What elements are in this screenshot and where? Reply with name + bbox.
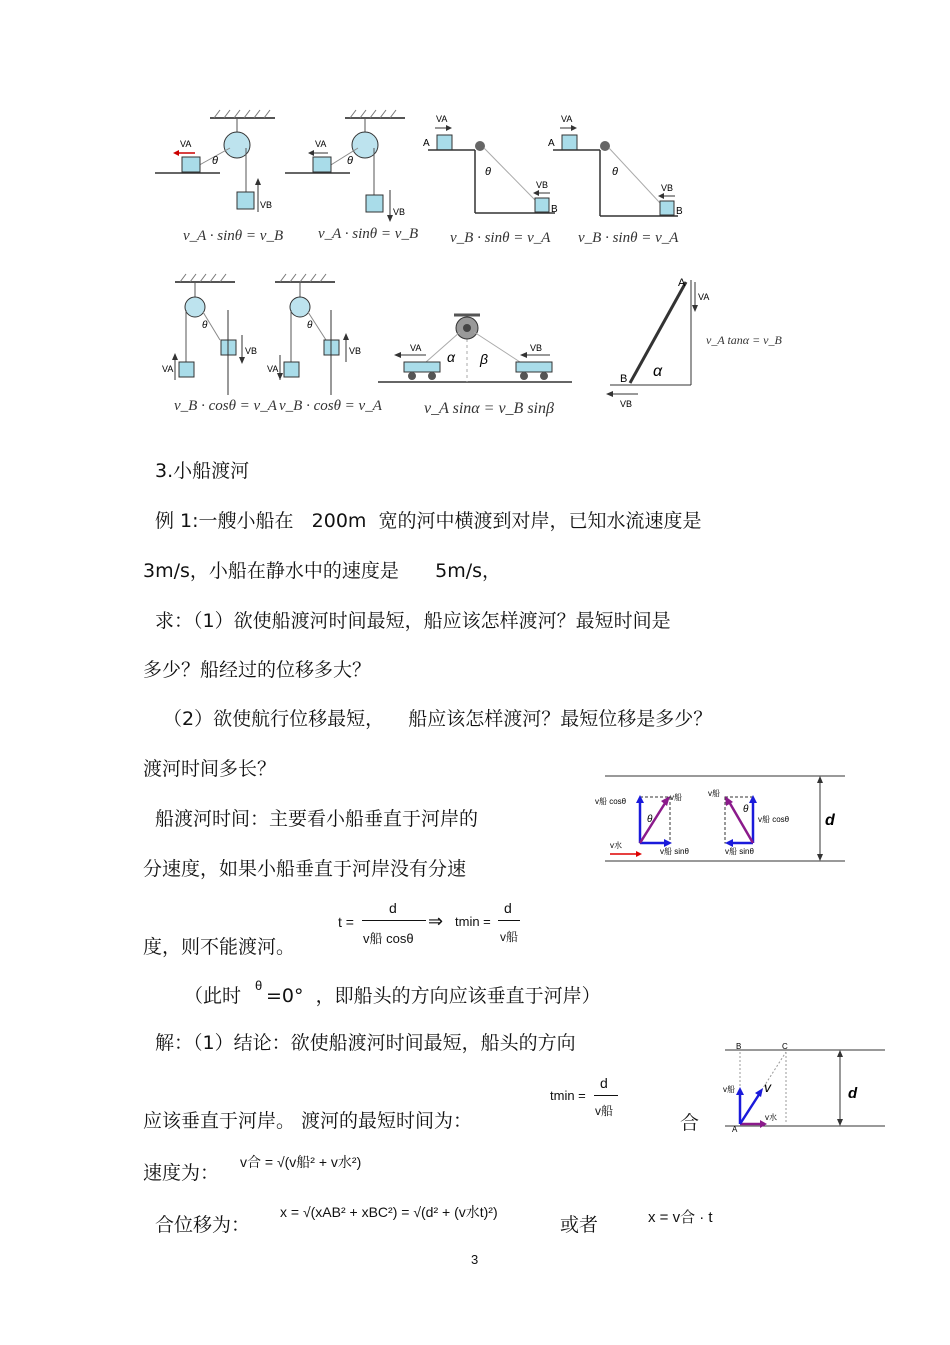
svg-text:B: B: [551, 204, 558, 215]
formula-t-den: v船 cosθ: [363, 931, 414, 946]
explain-2: 分速度，如果小船垂直于河岸没有分速: [143, 858, 467, 880]
abc-vwater: v水: [765, 1113, 777, 1122]
svg-text:θ: θ: [485, 166, 491, 178]
solution-2: 应该垂直于河岸。 渡河的最短时间为：: [143, 1110, 473, 1132]
river-vector-diagram: [595, 770, 850, 870]
svg-text:β: β: [480, 351, 488, 367]
formula-t-num: d: [389, 900, 397, 916]
svg-text:VA: VA: [180, 139, 192, 149]
svg-text:VA: VA: [267, 364, 279, 374]
cart-diagram-7: [378, 315, 572, 382]
incline-diagram-4: [548, 114, 683, 217]
pulley-diagram-2: [285, 110, 405, 222]
svg-text:B: B: [676, 206, 683, 217]
formula-x1: x = √(xAB² + xBC²) = √(d² + (v水t)²): [280, 1204, 498, 1220]
formula-tmin-solution-den: v船: [595, 1104, 614, 1118]
solution-1: 解：（1）结论：欲使船渡河时间最短，船头的方向: [155, 1032, 576, 1054]
formula-row2-2: v_B · cosθ = v_A: [279, 398, 382, 414]
river-label-sin-right: v船 sinθ: [725, 847, 754, 856]
page-number: 3: [471, 1252, 479, 1267]
solution-4: 合位移为：: [155, 1214, 251, 1236]
formula-tmin-solution: [550, 1075, 630, 1125]
abc-A: A: [732, 1125, 738, 1134]
svg-text:VA: VA: [436, 114, 448, 124]
formula-t-arrow: ⇒: [428, 911, 444, 931]
formula-row1-2: v_A · sinθ = v_B: [318, 226, 419, 242]
explain-1: 船渡河时间：主要看小船垂直于河岸的: [155, 808, 479, 830]
river-label-water: v水: [610, 841, 622, 850]
svg-text:VA: VA: [698, 292, 710, 302]
incline-diagram-3: [423, 114, 558, 215]
svg-text:VB: VB: [393, 207, 406, 217]
theta-symbol: θ: [255, 978, 263, 993]
svg-text:VB: VB: [349, 346, 362, 356]
river-label-cos-left: v船 cosθ: [595, 797, 627, 806]
abc-v: v: [764, 1079, 771, 1095]
svg-text:A: A: [423, 138, 430, 149]
svg-text:α: α: [653, 363, 663, 380]
svg-text:θ: θ: [202, 320, 208, 331]
svg-text:VB: VB: [260, 200, 273, 210]
formula-t-lhs: t =: [338, 914, 354, 930]
explain-4a: （此时: [184, 985, 248, 1007]
svg-text:VB: VB: [245, 346, 258, 356]
abc-B: B: [736, 1042, 742, 1051]
pulley-diagrams-row2: [150, 270, 790, 410]
formula-row1-3: v_B · sinθ = v_A: [450, 230, 551, 246]
svg-text:A: A: [548, 138, 555, 149]
svg-text:VB: VB: [620, 399, 633, 409]
formula-tmin-lhs: tmin =: [455, 914, 491, 929]
example-line-1: 例 1:一艘小船在 200m 宽的河中横渡到对岸，已知水流速度是: [155, 510, 702, 532]
svg-text:θ: θ: [743, 804, 749, 815]
svg-text:VB: VB: [530, 343, 543, 353]
svg-text:α: α: [447, 349, 455, 365]
river-label-cos-right: v船 cosθ: [758, 815, 790, 824]
formula-row2-3: v_A sinα = v_B sinβ: [424, 400, 554, 417]
abc-vboat: v船: [723, 1085, 735, 1094]
formula-row2-1: v_B · cosθ = v_A: [174, 398, 277, 414]
solution-he: 合: [680, 1112, 700, 1134]
solution-3: 速度为：: [143, 1162, 220, 1184]
svg-text:VB: VB: [661, 183, 674, 193]
river-label-vboat-left: v船: [670, 793, 682, 802]
formula-tmin-solution-lhs: tmin =: [550, 1088, 586, 1103]
river-label-sin-left: v船 sinθ: [660, 847, 689, 856]
question-2a: （2）欲使航行位移最短， 船应该怎样渡河？最短位移是多少？: [163, 708, 713, 730]
svg-text:A: A: [678, 277, 686, 289]
formula-t: [336, 898, 536, 948]
svg-text:θ: θ: [347, 155, 353, 167]
solution-or: 或者: [560, 1214, 599, 1236]
formula-row1-4: v_B · sinθ = v_A: [578, 230, 679, 246]
svg-text:VA: VA: [315, 139, 327, 149]
svg-text:θ: θ: [212, 155, 218, 167]
svg-text:θ: θ: [612, 166, 618, 178]
explain-4b: =0° ，即船头的方向应该垂直于河岸）: [266, 985, 601, 1007]
formula-tmin-solution-num: d: [600, 1075, 608, 1091]
svg-text:VA: VA: [162, 364, 174, 374]
svg-text:θ: θ: [307, 320, 313, 331]
abc-C: C: [782, 1042, 788, 1051]
pulley-diagram-1: [155, 110, 275, 212]
question-2b: 渡河时间多长？: [143, 758, 277, 780]
formula-tmin-num: d: [504, 900, 512, 916]
example-line-2: 3m/s，小船在静水中的速度是 5m/s，: [143, 560, 502, 582]
formula-row2-4: v_A tanα = v_B: [706, 333, 782, 347]
formula-x2: x = v合 · t: [648, 1209, 713, 1226]
explain-3: 度，则不能渡河。: [143, 936, 296, 958]
svg-text:VA: VA: [410, 343, 422, 353]
pulley-diagram-6: [267, 274, 361, 395]
svg-text:VA: VA: [561, 114, 573, 124]
question-1b: 多少？船经过的位移多大？: [143, 659, 372, 681]
river-d-label: d: [825, 812, 835, 829]
svg-text:VB: VB: [536, 180, 549, 190]
formula-vhe: v合 = √(v船² + v水²): [240, 1154, 362, 1170]
question-1a: 求：（1）欲使船渡河时间最短，船应该怎样渡河？最短时间是: [155, 610, 671, 632]
rod-diagram-8: [606, 277, 709, 409]
section-heading: 3.小船渡河: [155, 460, 250, 482]
pulley-diagram-5: [162, 274, 257, 395]
formula-row1-1: v_A · sinθ = v_B: [183, 228, 284, 244]
svg-text:B: B: [620, 373, 628, 385]
svg-text:θ: θ: [647, 814, 653, 825]
abc-d: d: [848, 1085, 858, 1102]
abc-vector-diagram: [720, 1040, 890, 1140]
river-label-vboat-right: v船: [708, 789, 720, 798]
formula-tmin-den: v船: [500, 930, 519, 944]
